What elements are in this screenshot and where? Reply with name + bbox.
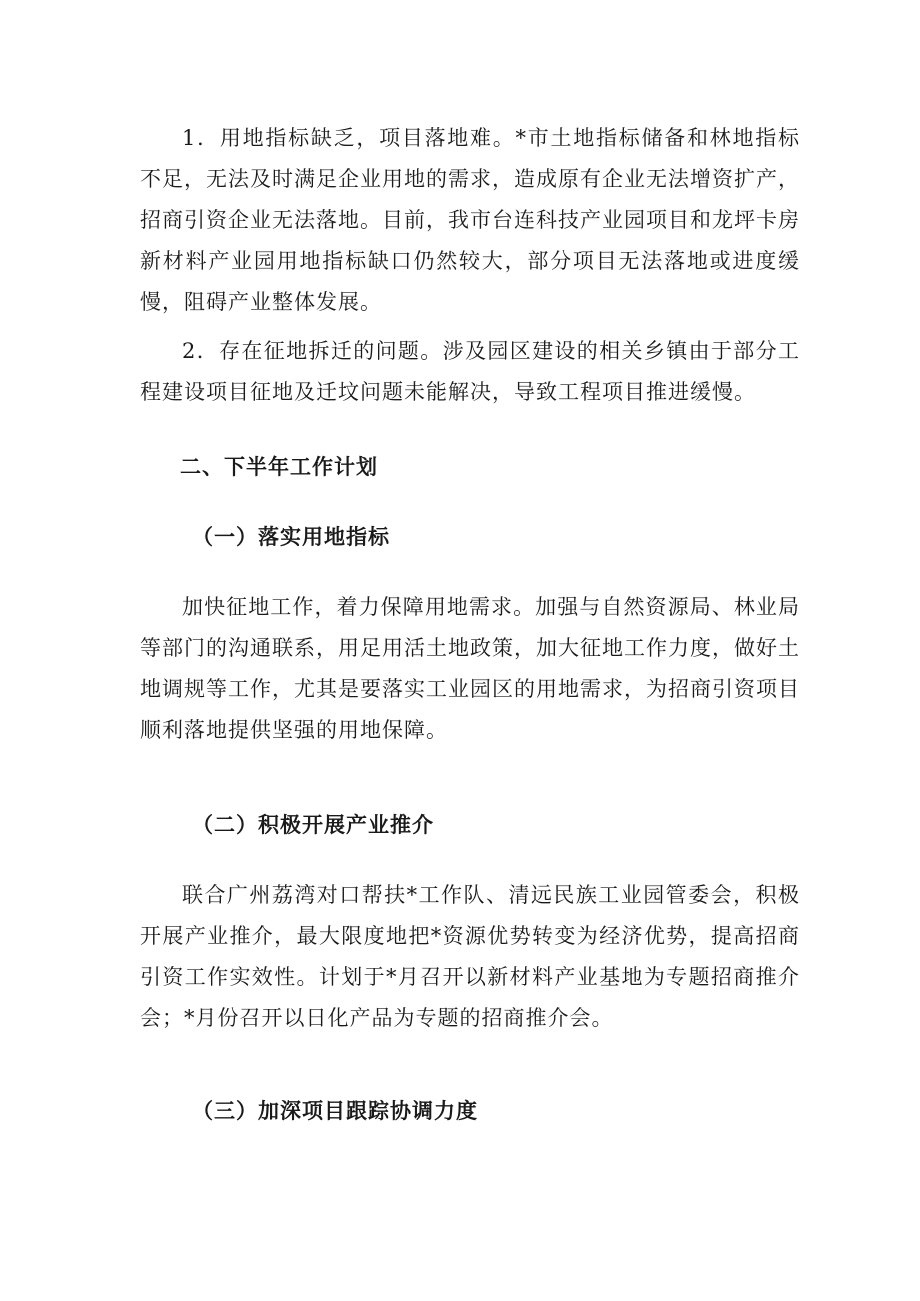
paragraph-land-index-plan: 加快征地工作，着力保障用地需求。加强与自然资源局、林业局等部门的沟通联系，用足用活土地政策，加大征地工作力度，做好土地调规等工作，尤其是要落实工业园区的用地需求，为招商引资项目顺利落地提供坚强的用地保障。 [140,595,800,742]
paragraph-land-acquisition-issue: 2．存在征地拆迁的问题。涉及园区建设的相关乡镇由于部分工程建设项目征地及迁坟问题未能解决，导致工程项目推进缓慢。 [140,339,800,404]
subheading-industry-promotion: （二）积极开展产业推介 [192,812,434,837]
subheading-land-index: （一）落实用地指标 [192,524,390,549]
subheading-project-tracking: （三）加深项目跟踪协调力度 [192,1098,478,1123]
section-heading-work-plan: 二、下半年工作计划 [180,454,378,479]
paragraph-land-index-shortage: 1．用地指标缺乏，项目落地难。*市土地指标储备和林地指标不足，无法及时满足企业用地的需求，造成原有企业无法增资扩产，招商引资企业无法落地。目前，我市台连科技产业园项目和龙坪卡房新材料产业园用地指标缺口仍然较大，部分项目无法落地或进度缓慢，阻碍产业整体发展。 [140,126,800,314]
paragraph-industry-promotion-plan: 联合广州荔湾对口帮扶*工作队、清远民族工业园管委会，积极开展产业推介，最大限度地把*资源优势转变为经济优势，提高招商引资工作实效性。计划于*月召开以新材料产业基地为专题招商推介会；*月份召开以日化产品为专题的招商推介会。 [140,883,800,1030]
